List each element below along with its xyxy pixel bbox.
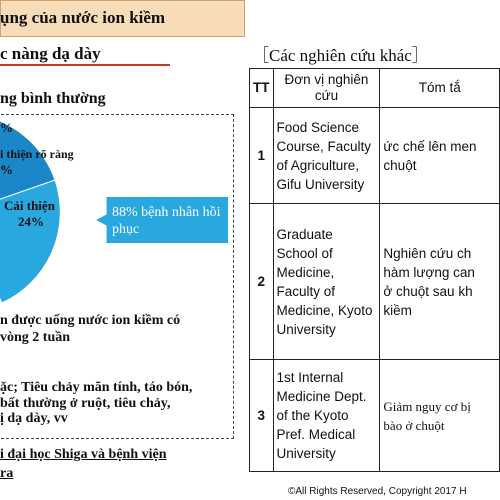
pie-label-top: % bbox=[0, 120, 13, 135]
table-row bbox=[250, 360, 500, 472]
table-header-unit: Đơn vị nghiên cứu bbox=[273, 69, 380, 108]
footer-line2: ra bbox=[0, 466, 14, 481]
row1-tt: 1 bbox=[250, 108, 274, 204]
row2-unit: Graduate School of Medicine, Faculty of Medicine, Kyoto University bbox=[273, 204, 380, 360]
other-studies-title: ［Các nghiên cứu khác］ bbox=[252, 46, 429, 65]
row3-summary-line1: Giảm nguy cơ bị bbox=[383, 398, 471, 414]
row1-unit: Food Science Course, Faculty of Agriculture, Gifu University bbox=[273, 108, 380, 204]
table-header-row bbox=[250, 69, 500, 108]
row3-tt: 3 bbox=[250, 360, 274, 472]
pie-label-improved: Cải thiện bbox=[4, 198, 55, 213]
sub-heading: ng bình thường bbox=[0, 90, 106, 107]
row2-summary-line1: Nghiên cứu ch bbox=[383, 245, 472, 261]
row3-summary bbox=[380, 360, 500, 472]
row1-summary-line2: chuột bbox=[383, 157, 417, 173]
pie-label-improved-pct: 24% bbox=[18, 214, 44, 229]
row2-summary-line3: ở chuột sau kh bbox=[383, 283, 473, 299]
table-row bbox=[250, 204, 500, 360]
para1-line1: n được uống nước ion kiềm có bbox=[0, 313, 181, 328]
pie-chart bbox=[0, 118, 100, 308]
para2-line3: ị dạ dày, vv bbox=[0, 411, 68, 426]
row1-summary-line1: ức chế lên men bbox=[383, 138, 477, 154]
copyright: ©All Rights Reserved, Copyright 2017 H bbox=[288, 486, 467, 497]
table-header-summary: Tóm tắ bbox=[380, 69, 500, 108]
table-header-tt: TT bbox=[250, 69, 274, 108]
para2-line2: bất thường ở ruột, tiêu chảy, bbox=[0, 396, 171, 411]
row1-summary bbox=[380, 108, 500, 204]
heading-underline bbox=[0, 64, 170, 66]
row3-summary-line2: bào ở chuột bbox=[383, 417, 445, 433]
para2-line1: ặc; Tiêu chảy mãn tính, táo bón, bbox=[0, 380, 193, 395]
footer-line1: i đại học Shiga và bệnh viện bbox=[0, 447, 167, 462]
row2-summary-line2: hàm lượng can bbox=[383, 264, 475, 280]
callout-text: 88% bệnh nhân hồi phục bbox=[112, 205, 221, 237]
page-title: ụng của nước ion kiềm bbox=[0, 8, 166, 27]
section-heading: c nàng dạ dày bbox=[0, 44, 101, 63]
row2-summary bbox=[380, 204, 500, 360]
row3-unit: 1st Internal Medicine Dept. of the Kyoto Pref. Medical University bbox=[273, 360, 380, 472]
pie-label-clear: i thiện rõ ràng bbox=[0, 147, 74, 161]
studies-table bbox=[249, 68, 500, 472]
table-row bbox=[250, 108, 500, 204]
row2-summary-line4: kiềm bbox=[383, 302, 412, 318]
row2-tt: 2 bbox=[250, 204, 274, 360]
pie-label-clear-pct: % bbox=[0, 162, 13, 177]
para1-line2: vòng 2 tuần bbox=[0, 330, 71, 345]
